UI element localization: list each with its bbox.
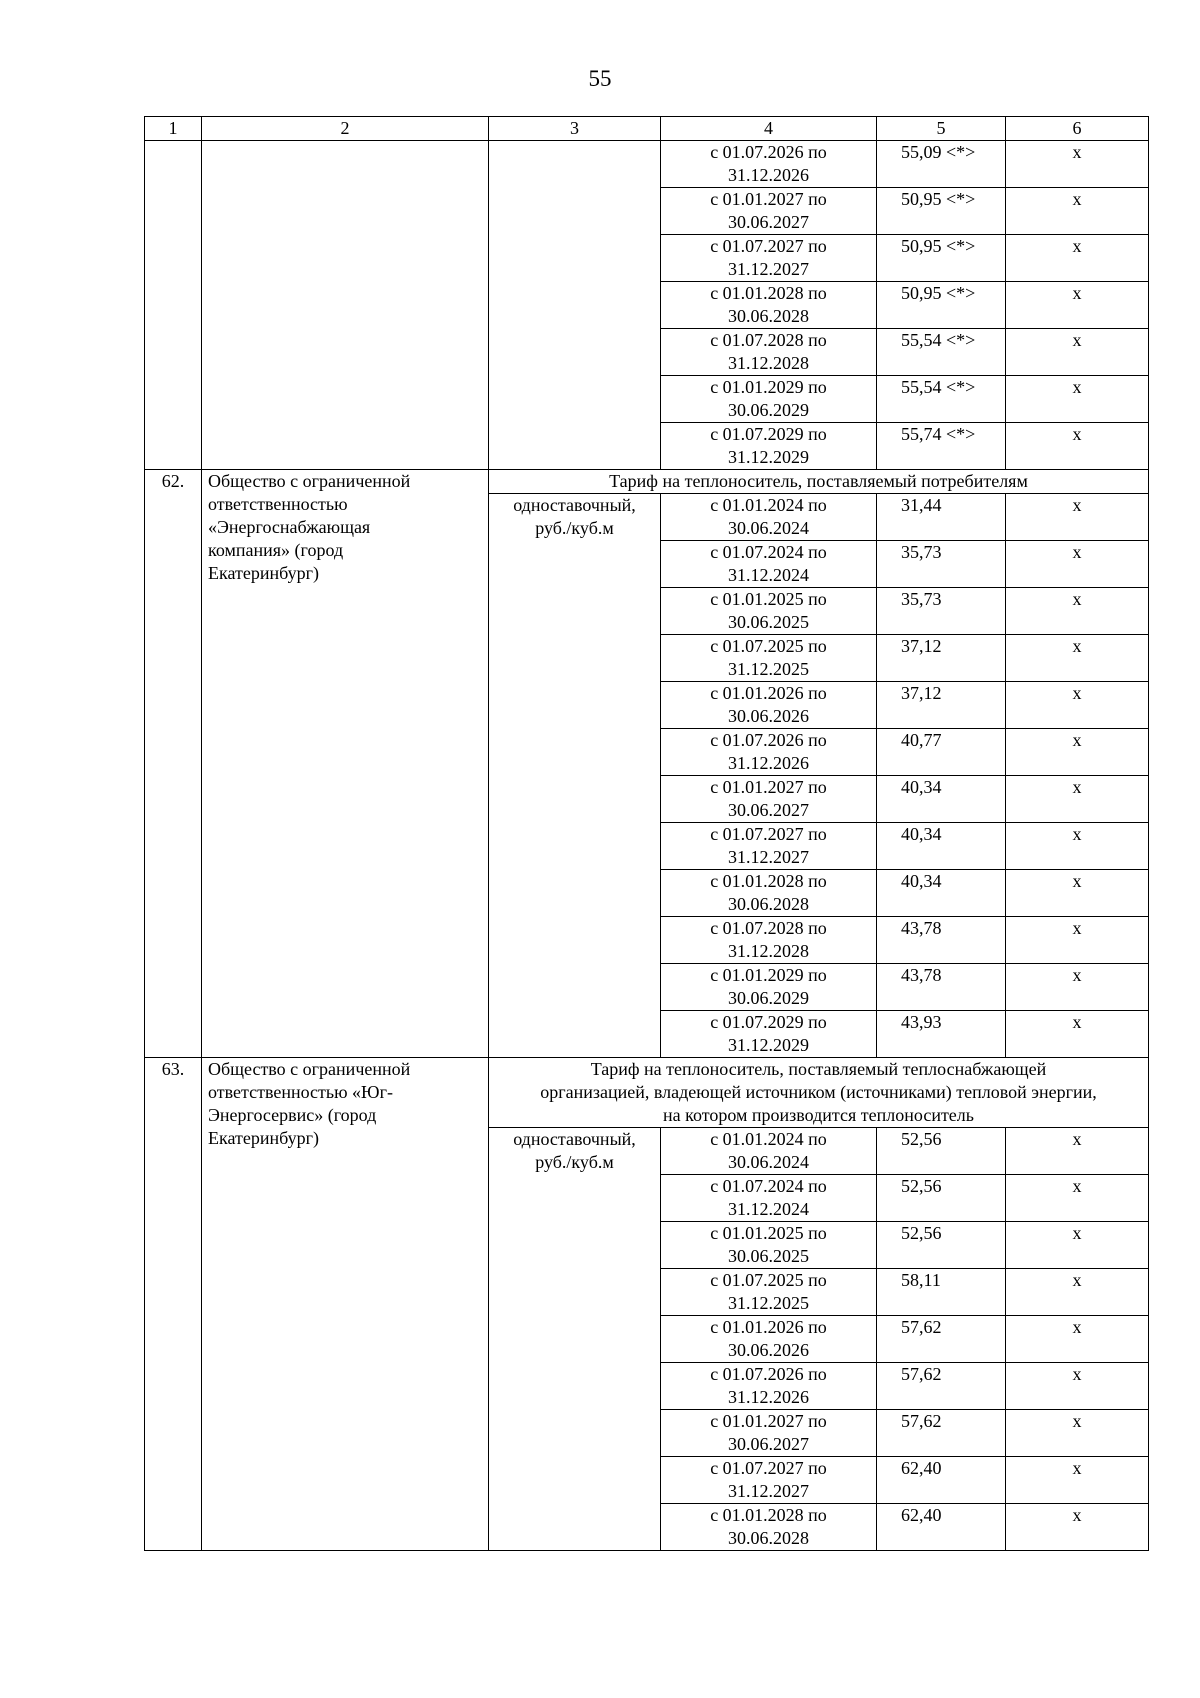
period-cell <box>661 494 877 541</box>
period-line: 31.12.2028 <box>728 353 809 373</box>
period-line: 30.06.2025 <box>728 612 809 632</box>
tariff-value-cell <box>877 235 1006 282</box>
period-line: с 01.07.2029 по <box>710 1012 827 1032</box>
tariff-value: 35,73 <box>901 542 942 562</box>
column-6-cell: х <box>1006 1128 1149 1175</box>
tariff-value: 52,56 <box>901 1176 942 1196</box>
tariff-value-cell <box>877 635 1006 682</box>
tariff-value: 40,34 <box>901 824 942 844</box>
organization-line: компания» (город <box>208 540 344 560</box>
column-6-cell: х <box>1006 776 1149 823</box>
column-header: 5 <box>877 117 1006 141</box>
period-cell <box>661 1363 877 1410</box>
period-line: 31.12.2029 <box>728 1035 809 1055</box>
period-line: с 01.01.2027 по <box>710 777 827 797</box>
column-6-cell: х <box>1006 282 1149 329</box>
period-line: с 01.07.2025 по <box>710 1270 827 1290</box>
period-line: 31.12.2024 <box>728 565 809 585</box>
period-line: с 01.07.2028 по <box>710 330 827 350</box>
organization-line: ответственностью «Юг- <box>208 1082 393 1102</box>
tariff-value: 43,78 <box>901 965 942 985</box>
tariff-value: 55,09 <*> <box>901 142 976 162</box>
tariff-value-cell <box>877 1128 1006 1175</box>
period-cell <box>661 282 877 329</box>
column-6-cell: х <box>1006 682 1149 729</box>
tariff-value: 31,44 <box>901 495 942 515</box>
tariff-value: 50,95 <*> <box>901 189 976 209</box>
period-line: с 01.01.2027 по <box>710 1411 827 1431</box>
tariff-value-cell <box>877 1269 1006 1316</box>
column-6-cell: х <box>1006 870 1149 917</box>
column-6-cell: х <box>1006 1222 1149 1269</box>
number-cell <box>145 141 202 470</box>
tariff-value: 57,62 <box>901 1411 942 1431</box>
column-6-cell: х <box>1006 1363 1149 1410</box>
tariff-value-cell <box>877 423 1006 470</box>
period-line: 31.12.2026 <box>728 165 809 185</box>
column-6-cell: х <box>1006 964 1149 1011</box>
period-line: 30.06.2026 <box>728 1340 809 1360</box>
column-6-cell: х <box>1006 1457 1149 1504</box>
period-line: 31.12.2026 <box>728 753 809 773</box>
tariff-title <box>489 1058 1149 1128</box>
period-cell <box>661 729 877 776</box>
tariff-table-body <box>145 117 1149 1551</box>
organization-line: Общество с ограниченной <box>208 471 411 491</box>
period-line: 30.06.2027 <box>728 800 809 820</box>
organization-line: Екатеринбург) <box>208 563 319 583</box>
tariff-value: 62,40 <box>901 1505 942 1525</box>
tariff-value-cell <box>877 729 1006 776</box>
period-cell <box>661 141 877 188</box>
period-line: 30.06.2029 <box>728 400 809 420</box>
column-6-cell: х <box>1006 188 1149 235</box>
period-cell <box>661 635 877 682</box>
period-cell <box>661 1504 877 1551</box>
column-6-cell: х <box>1006 541 1149 588</box>
tariff-value: 50,95 <*> <box>901 283 976 303</box>
period-line: с 01.07.2024 по <box>710 1176 827 1196</box>
tariff-value-cell <box>877 1175 1006 1222</box>
tariff-value-cell <box>877 541 1006 588</box>
tariff-value: 35,73 <box>901 589 942 609</box>
period-cell <box>661 588 877 635</box>
period-line: с 01.01.2024 по <box>710 1129 827 1149</box>
tariff-value: 57,62 <box>901 1317 942 1337</box>
period-cell <box>661 376 877 423</box>
tariff-value-cell <box>877 823 1006 870</box>
column-6-cell: х <box>1006 1175 1149 1222</box>
column-6-cell: х <box>1006 1011 1149 1058</box>
tariff-value: 37,12 <box>901 636 942 656</box>
tariff-value: 40,34 <box>901 777 942 797</box>
period-line: 31.12.2025 <box>728 1293 809 1313</box>
period-cell <box>661 870 877 917</box>
tariff-table <box>144 116 1149 1551</box>
period-line: с 01.07.2029 по <box>710 424 827 444</box>
tariff-value-cell <box>877 1222 1006 1269</box>
tariff-value: 55,54 <*> <box>901 377 976 397</box>
tariff-title <box>489 470 1149 494</box>
tariff-type <box>489 494 661 1058</box>
tariff-value-cell <box>877 329 1006 376</box>
period-line: 31.12.2026 <box>728 1387 809 1407</box>
period-line: с 01.01.2028 по <box>710 283 827 303</box>
tariff-value-cell <box>877 1316 1006 1363</box>
column-header: 6 <box>1006 117 1149 141</box>
tariff-value: 50,95 <*> <box>901 236 976 256</box>
period-cell <box>661 235 877 282</box>
tariff-value-cell <box>877 588 1006 635</box>
period-cell <box>661 682 877 729</box>
tariff-title-line: Тариф на теплоноситель, поставляемый теплоснабжающей <box>590 1059 1047 1079</box>
column-header-row <box>145 117 1149 141</box>
tariff-value: 37,12 <box>901 683 942 703</box>
entry-header-row <box>145 1058 1149 1128</box>
period-line: с 01.01.2026 по <box>710 683 827 703</box>
period-line: с 01.01.2028 по <box>710 1505 827 1525</box>
organization-line: «Энергоснабжающая <box>208 517 371 537</box>
tariff-value: 55,74 <*> <box>901 424 976 444</box>
period-line: 31.12.2028 <box>728 941 809 961</box>
column-header: 4 <box>661 117 877 141</box>
period-line: с 01.01.2025 по <box>710 1223 827 1243</box>
period-cell <box>661 823 877 870</box>
column-6-cell: х <box>1006 494 1149 541</box>
column-6-cell: х <box>1006 729 1149 776</box>
entry-number: 63. <box>145 1058 202 1551</box>
tariff-value-cell <box>877 141 1006 188</box>
period-line: 30.06.2024 <box>728 1152 809 1172</box>
column-6-cell: х <box>1006 1504 1149 1551</box>
tariff-value-cell <box>877 1363 1006 1410</box>
period-line: с 01.07.2028 по <box>710 918 827 938</box>
period-line: с 01.07.2025 по <box>710 636 827 656</box>
period-line: с 01.07.2027 по <box>710 1458 827 1478</box>
organization-name <box>202 1058 489 1551</box>
period-line: 30.06.2027 <box>728 1434 809 1454</box>
period-line: с 01.01.2029 по <box>710 377 827 397</box>
period-line: с 01.01.2028 по <box>710 871 827 891</box>
period-line: с 01.01.2029 по <box>710 965 827 985</box>
tariff-value-cell <box>877 917 1006 964</box>
period-cell <box>661 1457 877 1504</box>
column-header: 2 <box>202 117 489 141</box>
period-line: с 01.01.2025 по <box>710 589 827 609</box>
column-6-cell: х <box>1006 1269 1149 1316</box>
period-cell <box>661 917 877 964</box>
tariff-value-cell <box>877 870 1006 917</box>
period-cell <box>661 188 877 235</box>
period-cell <box>661 1316 877 1363</box>
column-6-cell: х <box>1006 141 1149 188</box>
period-line: 30.06.2027 <box>728 212 809 232</box>
period-cell <box>661 1222 877 1269</box>
tariff-value: 58,11 <box>901 1270 941 1290</box>
period-line: с 01.07.2024 по <box>710 542 827 562</box>
column-header: 1 <box>145 117 202 141</box>
period-line: 30.06.2028 <box>728 894 809 914</box>
period-line: 30.06.2029 <box>728 988 809 1008</box>
period-line: 30.06.2025 <box>728 1246 809 1266</box>
period-line: с 01.01.2026 по <box>710 1317 827 1337</box>
tariff-type-line: одноставочный, <box>513 1129 636 1149</box>
period-line: 30.06.2028 <box>728 1528 809 1548</box>
tariff-value-cell <box>877 494 1006 541</box>
tariff-value-cell <box>877 376 1006 423</box>
organization-line: Екатеринбург) <box>208 1128 319 1148</box>
period-cell <box>661 776 877 823</box>
period-cell <box>661 423 877 470</box>
tariff-type-line: одноставочный, <box>513 495 636 515</box>
period-line: с 01.07.2027 по <box>710 824 827 844</box>
tariff-value-cell <box>877 282 1006 329</box>
organization-cell <box>202 141 489 470</box>
column-6-cell: х <box>1006 235 1149 282</box>
tariff-type-line: руб./куб.м <box>535 518 614 538</box>
tariff-value: 43,78 <box>901 918 942 938</box>
column-6-cell: х <box>1006 329 1149 376</box>
tariff-type-line: руб./куб.м <box>535 1152 614 1172</box>
tariff-title-line: на котором производится теплоноситель <box>663 1105 974 1125</box>
period-line: 31.12.2025 <box>728 659 809 679</box>
column-6-cell: х <box>1006 588 1149 635</box>
tariff-value: 52,56 <box>901 1223 942 1243</box>
tariff-value-cell <box>877 682 1006 729</box>
column-6-cell: х <box>1006 823 1149 870</box>
period-cell <box>661 1269 877 1316</box>
organization-line: ответственностью <box>208 494 348 514</box>
period-line: 30.06.2028 <box>728 306 809 326</box>
period-cell <box>661 329 877 376</box>
column-6-cell: х <box>1006 635 1149 682</box>
entry-header-row <box>145 470 1149 494</box>
tariff-value-cell <box>877 1457 1006 1504</box>
tariff-value-cell <box>877 1011 1006 1058</box>
column-6-cell: х <box>1006 1316 1149 1363</box>
tariff-value: 52,56 <box>901 1129 942 1149</box>
tariff-value-cell <box>877 1410 1006 1457</box>
period-cell <box>661 1175 877 1222</box>
tariff-value: 55,54 <*> <box>901 330 976 350</box>
period-line: с 01.07.2026 по <box>710 1364 827 1384</box>
tariff-title-line: Тариф на теплоноситель, поставляемый потребителям <box>609 471 1028 491</box>
tariff-value: 40,34 <box>901 871 942 891</box>
tariff-value-cell <box>877 1504 1006 1551</box>
tariff-value-cell <box>877 964 1006 1011</box>
organization-line: Энергосервис» (город <box>208 1105 377 1125</box>
period-line: с 01.07.2027 по <box>710 236 827 256</box>
tariff-type-cell <box>489 141 661 470</box>
period-line: 31.12.2029 <box>728 447 809 467</box>
table-row <box>145 141 1149 188</box>
column-6-cell: х <box>1006 1410 1149 1457</box>
tariff-value: 62,40 <box>901 1458 942 1478</box>
period-cell <box>661 1128 877 1175</box>
column-header: 3 <box>489 117 661 141</box>
tariff-value: 57,62 <box>901 1364 942 1384</box>
organization-line: Общество с ограниченной <box>208 1059 411 1079</box>
tariff-type <box>489 1128 661 1551</box>
period-cell <box>661 964 877 1011</box>
period-line: 31.12.2027 <box>728 1481 809 1501</box>
entry-number: 62. <box>145 470 202 1058</box>
tariff-value: 43,93 <box>901 1012 942 1032</box>
tariff-value-cell <box>877 188 1006 235</box>
period-cell <box>661 1410 877 1457</box>
period-line: 31.12.2024 <box>728 1199 809 1219</box>
period-line: 30.06.2024 <box>728 518 809 538</box>
period-line: с 01.07.2026 по <box>710 730 827 750</box>
tariff-title-line: организацией, владеющей источником (источниками) тепловой энергии, <box>540 1082 1097 1102</box>
column-6-cell: х <box>1006 423 1149 470</box>
period-cell <box>661 541 877 588</box>
period-line: 31.12.2027 <box>728 847 809 867</box>
column-6-cell: х <box>1006 376 1149 423</box>
period-line: с 01.07.2026 по <box>710 142 827 162</box>
period-cell <box>661 1011 877 1058</box>
period-line: с 01.01.2027 по <box>710 189 827 209</box>
period-line: 30.06.2026 <box>728 706 809 726</box>
page-number: 55 <box>588 66 612 91</box>
period-line: 31.12.2027 <box>728 259 809 279</box>
tariff-value-cell <box>877 776 1006 823</box>
column-6-cell: х <box>1006 917 1149 964</box>
organization-name <box>202 470 489 1058</box>
period-line: с 01.01.2024 по <box>710 495 827 515</box>
tariff-value: 40,77 <box>901 730 942 750</box>
